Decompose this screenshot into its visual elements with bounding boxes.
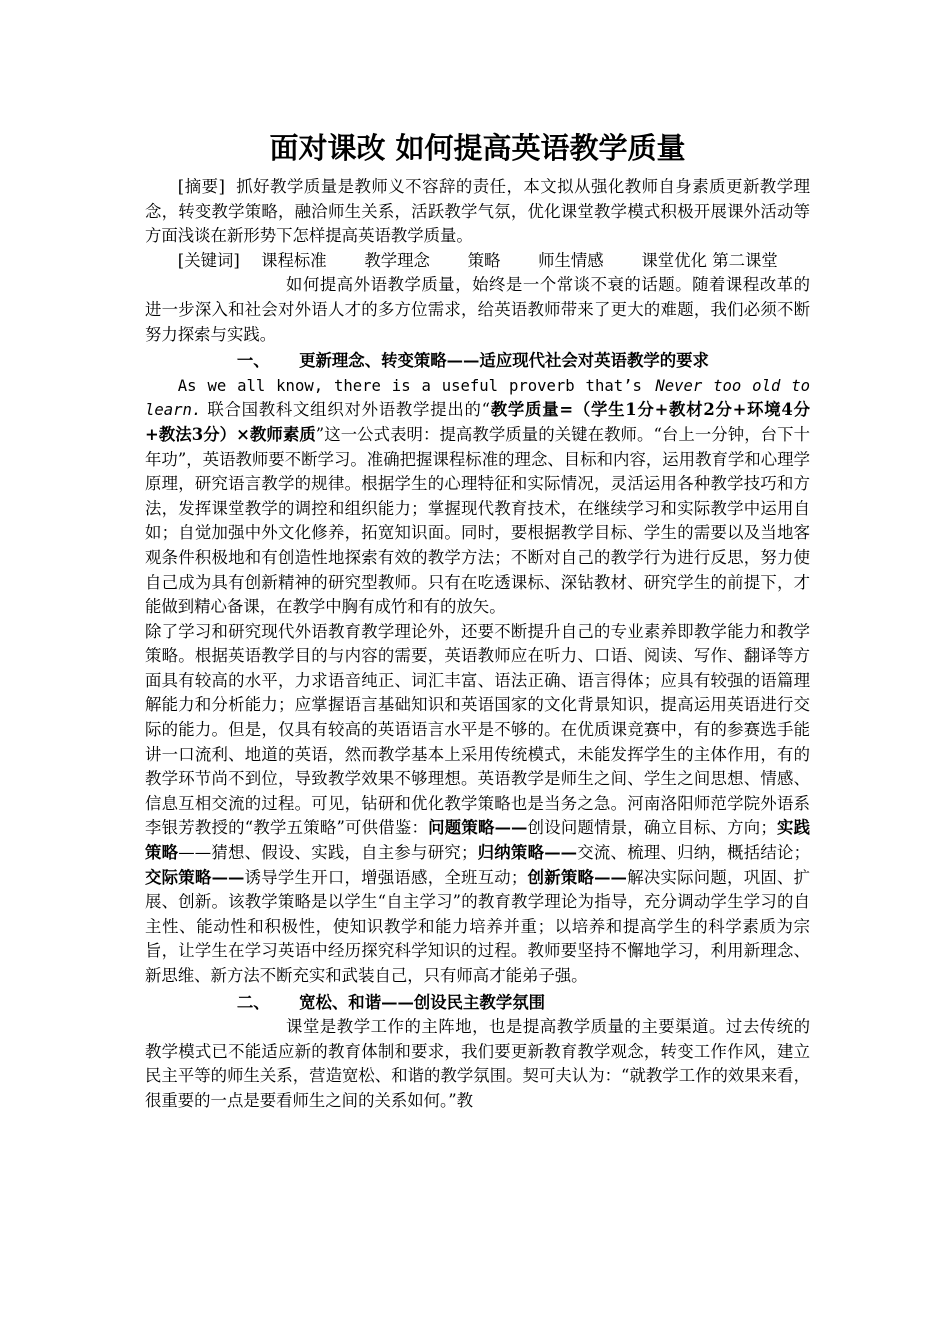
body-text: ——猜想、假设、实践，自主参与研究； bbox=[178, 843, 478, 863]
section-heading-1 bbox=[145, 349, 810, 374]
strategy-label: 交际策略—— bbox=[145, 867, 245, 887]
abstract-paragraph bbox=[145, 175, 810, 249]
body-text: 创设问题情景，确立目标、方向； bbox=[527, 818, 777, 838]
keywords-label: [关键词] bbox=[177, 250, 240, 270]
section-heading-2 bbox=[145, 991, 810, 1016]
strategy-label: 归纳策略—— bbox=[477, 843, 578, 863]
body-text: 交流、梳理、归纳，概括结论； bbox=[577, 843, 811, 863]
body-text: 除了学习和研究现代外语教育教学理论外，还要不断提升自己的专业素养即教学能力和教学策略。根据英语教学目的与内容的需要，英语教师应在听力、口语、阅读、写作、翻译等方面具有较高的水平，力求语音纯正、词汇丰富、语法正确、语言得体；应具有较强的语篇理解能力和分析能力；应掌握语言基础知识和英语国家的文化背景知识，提高运用英语进行交际的能力。但是，仅具有较高的英语语言水平是不够的。在优质课竞赛中，有的参赛选手能讲一口流利、地道的英语，然而教学基本上采用传统模式，未能发挥学生的主体作用，有的教学环节尚不到位，导致教学效果不够理想。英语教学是师生之间、学生之间思想、情感、信息互相交流的过程。可见，钻研和优化教学策略也是当务之急。河南洛阳师范学院外语系李银芳教授的“教学五策略”可供借鉴： bbox=[145, 621, 810, 838]
abstract-text: 抓好教学质量是教师义不容辞的责任，本文拟从强化教师自身素质更新教学理念，转变教学策略，融洽师生关系，活跃教学气氛，优化课堂教学模式积极开展课外活动等方面浅谈在新形势下怎样提高英语教学质量。 bbox=[145, 177, 811, 246]
keywords-paragraph bbox=[145, 249, 810, 274]
strategy-label: 实践策略 bbox=[145, 818, 811, 863]
body-text: ”这一公式表明：提高教学质量的关键在教师。“台上一分钟，台下十年功”，英语教师要不断学习。准确把握课程标准的理念、目标和内容，运用教育学和心理学原理，研究语言教学的规律。根据学生的心理特征和实际情况，灵活运用各种教学技巧和方法，发挥课堂教学的调控和组织能力；掌握现代教育技术，在继续学习和实际教学中运用自如；自觉加强中外文化修养，拓宽知识面。同时，要根据教学目标、学生的需要以及当地客观条件积极地和有创造性地探索有效的教学方法；不断对自己的教学行为进行反思，努力使自己成为具有创新精神的研究型教师。只有在吃透课标、深钻教材、研究学生的前提下，才能做到精心备课，在教学中胸有成竹和有的放矢。 bbox=[145, 424, 810, 617]
body-text: 诱导学生开口，增强语感，全班互动； bbox=[244, 867, 528, 887]
strategy-label: 问题策略—— bbox=[428, 818, 528, 838]
keyword-item: 第二课堂 bbox=[712, 250, 778, 270]
keyword-item: 课堂优化 bbox=[641, 250, 707, 270]
section-title: 更新理念、转变策略——适应现代社会对英语教学的要求 bbox=[299, 351, 709, 371]
section-title: 宽松、和谐——创设民主教学氛围 bbox=[299, 992, 545, 1012]
section-number: 二、 bbox=[236, 992, 270, 1012]
body-paragraph bbox=[145, 620, 810, 989]
english-proverb-text: As we all know, there is a useful proverb that’s bbox=[177, 376, 642, 395]
body-text: 联合国教科文组织对外语教学提出的“ bbox=[207, 400, 491, 420]
abstract-label: [摘要] bbox=[177, 177, 225, 196]
quality-formula: 教学质量=（学生1分+教材2分+环境4分+教法3分）×教师素质 bbox=[145, 400, 810, 444]
keyword-item: 教学理念 bbox=[364, 250, 430, 270]
keyword-item: 师生情感 bbox=[538, 250, 604, 270]
english-proverb-italic: Never too old to learn. bbox=[145, 376, 811, 420]
intro-paragraph: 如何提高外语教学质量，始终是一个常谈不衰的话题。随着课程改革的进一步深入和社会对外语人才的多方位需求，给英语教师带来了更大的难题，我们必须不断努力探索与实践。 bbox=[145, 275, 810, 344]
document-title: 面对课改 如何提高英语教学质量 bbox=[269, 131, 686, 165]
strategy-label: 创新策略—— bbox=[527, 867, 627, 887]
body-paragraph bbox=[145, 374, 810, 620]
keyword-item: 策略 bbox=[467, 250, 501, 270]
section-number: 一、 bbox=[236, 351, 270, 371]
keyword-item: 课程标准 bbox=[261, 250, 327, 270]
body-text: 解决实际问题，巩固、扩展、创新。该教学策略是以学生“自主学习”的教育教学理论为指导，充分调动学生学习的自主性、能动性和积极性，使知识教学和能力培养并重；以培养和提高学生的科学素质为宗旨，让学生在学习英语中经历探究科学知识的过程。教师要坚持不懈地学习，利用新理念、新思维、新方法不断充实和武装自己，只有师高才能弟子强。 bbox=[145, 867, 811, 985]
body-paragraph: 课堂是教学工作的主阵地，也是提高教学质量的主要渠道。过去传统的教学模式已不能适应新的教育体制和要求，我们要更新教育教学观念，转变工作作风，建立民主平等的师生关系，营造宽松、和谐的教学氛围。契可夫认为：“就教学工作的效果来看，很重要的一点是要看师生之间的关系如何。”教 bbox=[145, 1017, 810, 1110]
document-page bbox=[145, 128, 810, 1114]
